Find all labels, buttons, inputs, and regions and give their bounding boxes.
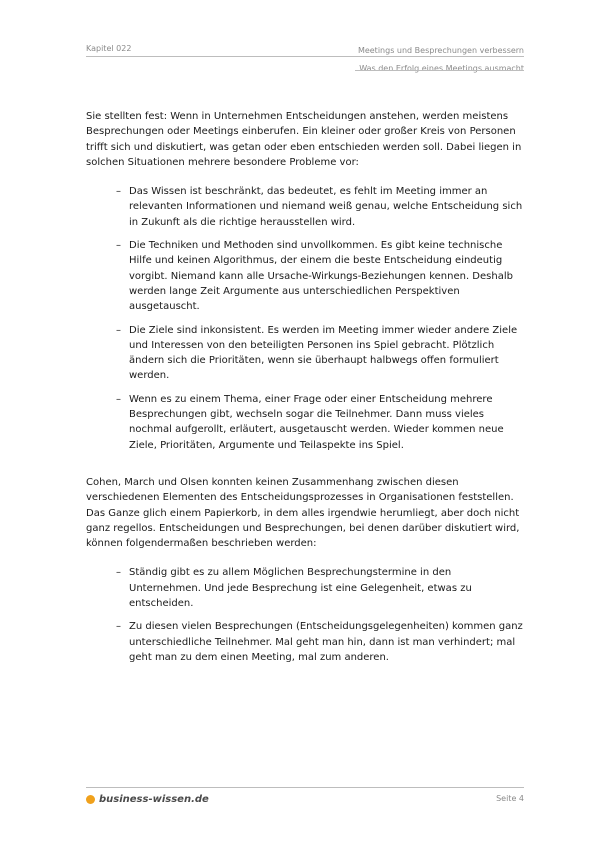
logo-text: business-wissen.de — [99, 793, 209, 805]
header-rule-1 — [86, 56, 524, 57]
paragraph-cohen: Cohen, March und Olsen konnten keinen Zusammenhang zwischen diesen verschiedenen Elementen des Entscheidungsprozesses in Organisationen feststellen. Das Ganze glich einem Papierkorb, in dem alles irgendwie herumliegt, aber doch nicht ganz regellos. Entscheidungen und Besprechungen, bei denen darüber diskutiert wird, können folgendermaßen beschrieben werden: — [86, 476, 520, 550]
footer-rule — [86, 787, 524, 788]
logo-dot-icon — [86, 795, 95, 804]
list-item: – Das Wissen ist beschränkt, das bedeutet, es fehlt im Meeting immer an relevanten Informationen und niemand weiß genau, welche Entscheidung sich in Zukunft als die richtige herausstellen wird. — [116, 184, 526, 230]
page-number: Seite 4 — [496, 794, 524, 803]
list-item: – Zu diesen vielen Besprechungen (Entscheidungsgelegenheiten) kommen ganz unterschiedliche Teilnehmer. Mal geht man hin, dann ist man verhindert; mal geht man zu dem einen Meeting, mal zum anderen. — [116, 619, 526, 665]
page-content — [86, 109, 526, 687]
header-chapter: Kapitel 022 — [86, 44, 132, 53]
list-item: – Wenn es zu einem Thema, einer Frage oder einer Entscheidung mehrere Besprechungen gibt, wechseln sogar die Teilnehmer. Dann muss vieles nochmal aufgerollt, erläutert, ausgetauscht werden. Wieder kommen neue Ziele, Prioritäten, Argumente und Teilaspekte ins Spiel. — [116, 392, 526, 453]
problem-list — [86, 184, 526, 453]
description-list — [86, 565, 526, 665]
header-title: Meetings und Besprechungen verbessern — [357, 46, 524, 55]
paragraph-intro: Sie stellten fest: Wenn in Unternehmen Entscheidungen anstehen, werden meistens Besprechungen oder Meetings einberufen. Ein kleiner oder großer Kreis von Personen trifft sich und diskutiert, was getan oder eben entschieden werden soll. Dabei liegen in solchen Situationen mehrere besondere Probleme vor: — [86, 111, 522, 168]
list-item: – Die Ziele sind inkonsistent. Es werden im Meeting immer wieder andere Ziele und Interessen von den beteiligten Personen ins Spiel gebracht. Plötzlich ändern sich die Prioritäten, wenn sie überhaupt halbwegs offen formuliert werden. — [116, 323, 526, 384]
header-subtitle: Was den Erfolg eines Meetings ausmacht — [359, 64, 524, 73]
header-rule-2 — [355, 70, 524, 71]
list-item: – Die Techniken und Methoden sind unvollkommen. Es gibt keine technische Hilfe und keinen Algorithmus, der einem die beste Entscheidung eindeutig vorgibt. Niemand kann alle Ursache-Wirkungs-Beziehungen kennen. Deshalb werden lange Zeit Argumente aus unterschiedlichen Perspektiven ausgetauscht. — [116, 238, 526, 314]
list-item: – Ständig gibt es zu allem Möglichen Besprechungstermine in den Unternehmen. Und jede Besprechung ist eine Gelegenheit, etwas zu entscheiden. — [116, 565, 526, 611]
footer-logo[interactable] — [86, 792, 209, 806]
